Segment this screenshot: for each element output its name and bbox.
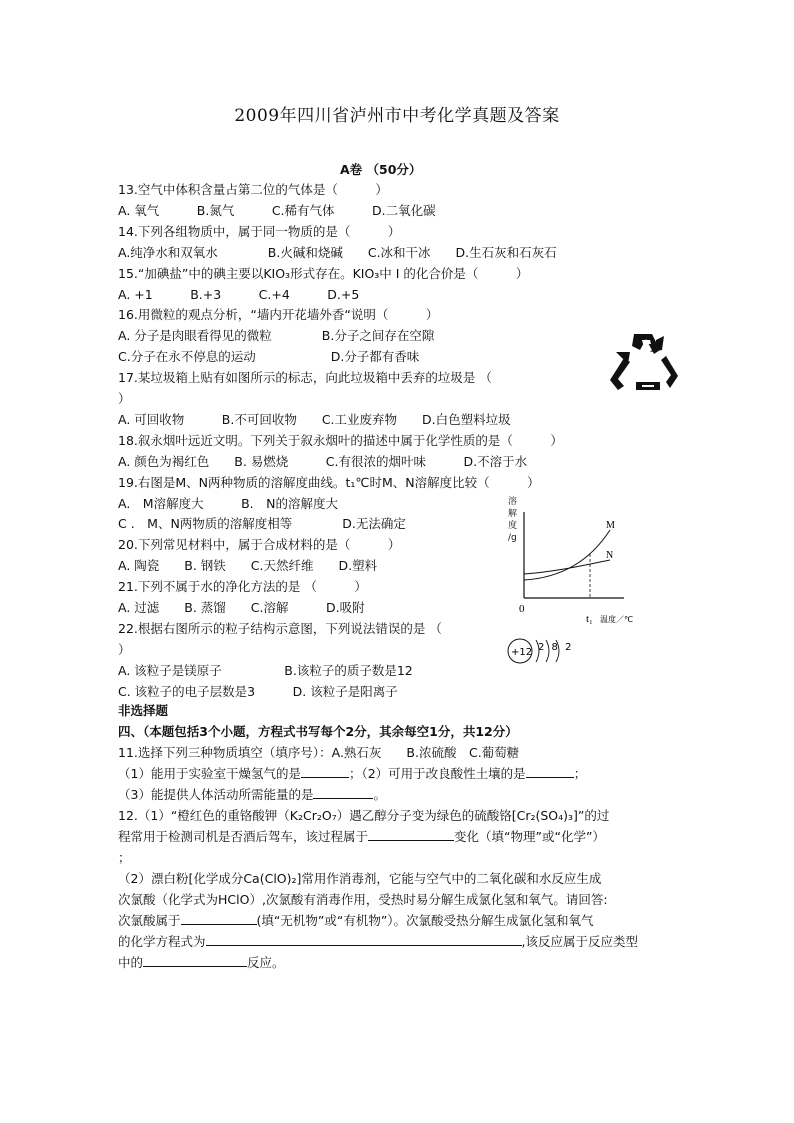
question-line: 13.空气中体积含量占第二位的气体是（ ） bbox=[118, 182, 388, 197]
q12-text: ,该反应属于反应类型 bbox=[521, 934, 638, 949]
q12-line6 bbox=[118, 912, 594, 929]
answer-blank bbox=[301, 765, 349, 778]
q12-text: (填“无机物”或“有机物”）。次氯酸受热分解生成氯化氢和氧气 bbox=[256, 913, 594, 928]
question-line: C. 该粒子的电子层数是3 D. 该粒子是阳离子 bbox=[118, 684, 398, 699]
y-axis-label-char: 溶 bbox=[508, 497, 518, 507]
question-line: A. 氧气 B.氮气 C.稀有气体 D.二氧化碳 bbox=[118, 203, 436, 218]
electron-counts: 2 8 2 bbox=[538, 642, 574, 653]
q12-line3: ； bbox=[118, 850, 131, 865]
question-line: C . M、N两物质的溶解度相等 D.无法确定 bbox=[118, 516, 406, 531]
question-line: A.纯净水和双氧水 B.火碱和烧碱 C.冰和干冰 D.生石灰和石灰石 bbox=[118, 245, 557, 260]
nonchoice-heading: 非选择题 bbox=[118, 703, 169, 718]
question-line: 16.用微粒的观点分析，“墙内开花墙外香“说明（ ） bbox=[118, 307, 439, 322]
question-line: ） bbox=[118, 642, 131, 657]
origin-label: 0 bbox=[519, 603, 525, 615]
part4-heading: 四、（本题包括3个小题，方程式书写每个2分，其余每空1分，共12分） bbox=[118, 724, 518, 739]
q12-text: 程常用于检测司机是否酒后驾车，该过程属于 bbox=[118, 829, 369, 844]
question-line: 21.下列不属于水的净化方法的是 （ ） bbox=[118, 579, 367, 594]
q11-period: 。 bbox=[373, 787, 386, 802]
curve-n bbox=[524, 560, 610, 574]
question-line: A. 陶瓷 B. 钢铁 C.天然纤维 D.塑料 bbox=[118, 558, 378, 573]
x-axis-label: 温度／℃ bbox=[600, 615, 633, 624]
question-line: 15.“加碘盐”中的碘主要以KIO₃形式存在。KIO₃中 I 的化合价是（ ） bbox=[118, 266, 529, 281]
page-title: 2009年四川省泸州市中考化学真题及答案 bbox=[234, 106, 560, 126]
question-line: 17.某垃圾箱上贴有如图所示的标志，向此垃圾箱中丢弃的垃圾是 （ bbox=[118, 370, 492, 385]
answer-blank bbox=[181, 912, 257, 925]
q12-line8 bbox=[118, 954, 285, 971]
answer-blank bbox=[143, 954, 247, 967]
curve-n-label: N bbox=[606, 550, 614, 561]
q12-text: 中的 bbox=[118, 955, 144, 970]
section-a-heading: A卷 （50分） bbox=[340, 162, 422, 177]
q12-line2 bbox=[118, 828, 605, 845]
q12-text: 的化学方程式为 bbox=[118, 934, 206, 949]
question-line: A. 分子是肉眼看得见的微粒 B.分子之间存在空隙 bbox=[118, 328, 435, 343]
atom-structure-diagram bbox=[506, 636, 586, 668]
question-line: 14.下列各组物质中，属于同一物质的是（ ） bbox=[118, 224, 401, 239]
y-axis-label-char: 度 bbox=[508, 521, 518, 531]
q11-end: ； bbox=[573, 766, 587, 781]
q12-line5: 次氯酸（化学式为HClO）,次氯酸有消毒作用，受热时易分解生成氯化氢和氧气。请回答: bbox=[118, 892, 608, 907]
curve-m-label: M bbox=[606, 520, 615, 531]
q11-line2 bbox=[118, 765, 586, 782]
q12-line1: 12.（1）“橙红色的重铬酸钾（K₂Cr₂O₇）遇乙醇分子变为绿色的硫酸铬[Cr₂(SO₄)₃]”的过 bbox=[118, 808, 610, 823]
q11-part2: ；（2）可用于改良酸性土壤的是 bbox=[348, 766, 526, 781]
q12-line7 bbox=[118, 933, 638, 950]
y-axis-label-char: 解 bbox=[508, 509, 518, 519]
answer-blank bbox=[368, 828, 454, 841]
question-line: A. 该粒子是镁原子 B.该粒子的质子数是12 bbox=[118, 663, 413, 678]
q11-line3 bbox=[118, 786, 386, 803]
recycle-icon bbox=[606, 330, 686, 394]
solubility-graph bbox=[506, 494, 666, 630]
q12-text: 变化（填“物理”或“化学”） bbox=[454, 829, 605, 844]
q12-text: 反应。 bbox=[247, 955, 285, 970]
question-line: 20.下列常见材料中，属于合成材料的是（ ） bbox=[118, 537, 401, 552]
question-line: A. +1 B.+3 C.+4 D.+5 bbox=[118, 287, 360, 302]
question-line: A. 颜色为褐红色 B. 易燃烧 C.有很浓的烟叶味 D.不溶于水 bbox=[118, 454, 528, 469]
question-line: ） bbox=[118, 391, 131, 406]
question-line: 22.根据右图所示的粒子结构示意图，下列说法错误的是 （ bbox=[118, 621, 442, 636]
question-line: 18.叙永烟叶远近文明。下列关于叙永烟叶的描述中属于化学性质的是（ ） bbox=[118, 433, 563, 448]
answer-blank bbox=[526, 765, 574, 778]
q11-line1: 11.选择下列三种物质填空（填序号）：A.熟石灰 B.浓硫酸 C.葡萄糖 bbox=[118, 745, 520, 760]
question-line: A. 可回收物 B.不可回收物 C.工业废弃物 D.白色塑料垃圾 bbox=[118, 412, 511, 427]
t1-label: t₁ bbox=[586, 613, 593, 625]
q11-part3: （3）能提供人体活动所需能量的是 bbox=[118, 787, 314, 802]
q12-line4: （2）漂白粉[化学成分Ca(ClO)₂]常用作消毒剂，它能与空气中的二氧化碳和水反应生成 bbox=[118, 871, 602, 886]
q11-part1: （1）能用于实验室干燥氢气的是 bbox=[118, 766, 301, 781]
question-line: A. 过滤 B. 蒸馏 C.溶解 D.吸附 bbox=[118, 600, 365, 615]
y-axis-label-char: /g bbox=[508, 533, 517, 543]
question-line: C.分子在永不停息的运动 D.分子都有香味 bbox=[118, 349, 420, 364]
answer-blank bbox=[313, 786, 373, 799]
answer-blank bbox=[206, 933, 522, 946]
question-line: A. M溶解度大 B. N的溶解度大 bbox=[118, 496, 338, 511]
question-line: 19.右图是M、N两种物质的溶解度曲线。t₁℃时M、N溶解度比较（ ） bbox=[118, 475, 540, 490]
nucleus-charge: +12 bbox=[511, 647, 533, 658]
q12-text: 次氯酸属于 bbox=[118, 913, 181, 928]
